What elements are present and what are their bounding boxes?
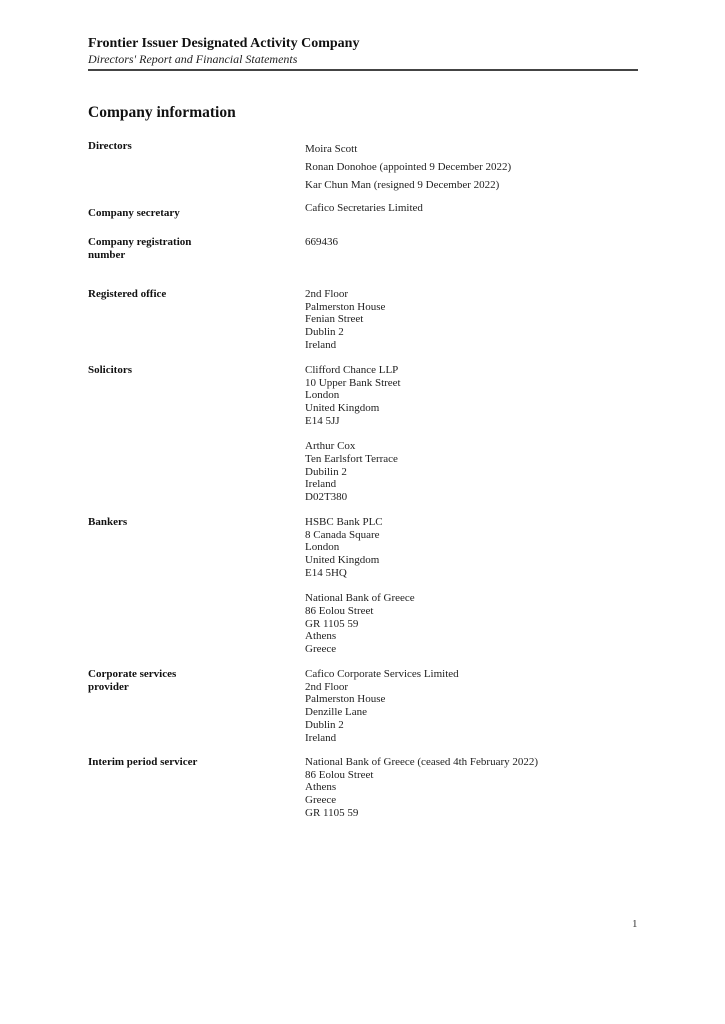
address-line: United Kingdom: [305, 402, 380, 415]
director-name: Kar Chun Man (resigned 9 December 2022): [305, 179, 500, 191]
header-divider: [88, 69, 638, 71]
address-line: Arthur Cox: [305, 440, 356, 453]
address-line: Dublin 2: [305, 718, 344, 731]
address-line: E14 5HQ: [305, 566, 347, 579]
address-line: 86 Eolou Street: [305, 604, 374, 617]
address-line: Denzille Lane: [305, 706, 367, 719]
bankers-label: Bankers: [88, 516, 128, 528]
solicitor-address: [305, 440, 401, 504]
address-line: Ireland: [305, 478, 337, 491]
interim-servicer-address: [305, 756, 538, 820]
corporate-services-address: [305, 668, 459, 744]
solicitors-label: Solicitors: [88, 364, 132, 376]
director-name: Moira Scott: [305, 143, 358, 155]
address-line: E14 5JJ: [305, 414, 340, 427]
document-subtitle: Directors' Report and Financial Statements: [88, 52, 298, 66]
registration-number-values: [305, 236, 338, 249]
bankers-values: [305, 516, 415, 656]
address-line: Palmerston House: [305, 300, 386, 313]
registered-office-address: [305, 288, 385, 352]
address-line: Dublin 2: [305, 326, 344, 339]
address-line: 8 Canada Square: [305, 528, 380, 541]
address-line: Fenian Street: [305, 313, 364, 326]
label-line: number: [88, 248, 126, 261]
directors-label: Directors: [88, 140, 132, 152]
address-line: Palmerston House: [305, 693, 386, 706]
address-line: Cafico Corporate Services Limited: [305, 668, 459, 680]
address-line: 86 Eolou Street: [305, 768, 374, 781]
address-line: D02T380: [305, 491, 348, 504]
solicitor-address: [305, 364, 401, 428]
document-header: [88, 36, 638, 67]
address-line: 10 Upper Bank Street: [305, 376, 401, 389]
company-name: Frontier Issuer Designated Activity Company: [88, 36, 360, 51]
page-number: 1: [632, 918, 638, 930]
address-line: HSBC Bank PLC: [305, 516, 383, 528]
banker-address: [305, 592, 415, 656]
registration-number: 669436: [305, 236, 338, 248]
address-line: Ten Earlsfort Terrace: [305, 452, 398, 465]
address-line: Ireland: [305, 731, 337, 744]
company-secretary-name: Cafico Secretaries Limited: [305, 202, 423, 214]
address-line: GR 1105 59: [305, 806, 359, 819]
label-line: Company registration: [88, 236, 192, 248]
label-line: Corporate services: [88, 668, 177, 680]
address-line: Dubilin 2: [305, 465, 347, 478]
registered-office-label: Registered office: [88, 288, 167, 300]
company-secretary-label: Company secretary: [88, 207, 180, 219]
address-line: 2nd Floor: [305, 288, 349, 300]
address-line: National Bank of Greece: [305, 592, 415, 605]
company-secretary-values: [305, 202, 423, 215]
address-line: London: [305, 389, 340, 402]
address-line: Greece: [305, 643, 337, 656]
registration-number-label: [88, 236, 238, 261]
solicitors-values: [305, 364, 401, 504]
banker-address: [305, 516, 415, 580]
directors-values: [305, 140, 511, 194]
address-line: Greece: [305, 794, 337, 807]
address-line: Athens: [305, 781, 337, 794]
corporate-services-label: [88, 668, 238, 693]
address-line: United Kingdom: [305, 554, 380, 567]
page-title: Company information: [88, 104, 236, 121]
address-line: London: [305, 541, 340, 554]
address-line: 2nd Floor: [305, 680, 349, 693]
address-line: Ireland: [305, 338, 337, 351]
address-line: GR 1105 59: [305, 617, 359, 630]
label-line: provider: [88, 680, 129, 693]
director-name: Ronan Donohoe (appointed 9 December 2022): [305, 161, 512, 173]
address-line: Athens: [305, 630, 337, 643]
address-line: National Bank of Greece (ceased 4th February 2022): [305, 756, 539, 768]
interim-servicer-label: Interim period servicer: [88, 756, 198, 768]
address-line: Clifford Chance LLP: [305, 364, 399, 376]
